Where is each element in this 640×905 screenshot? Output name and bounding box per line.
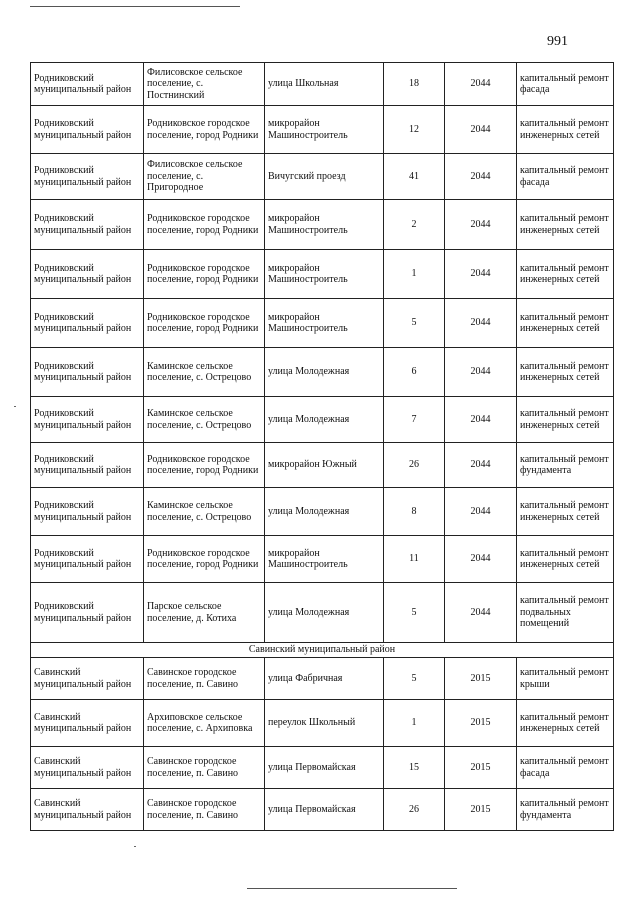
house-number-cell: 1 bbox=[384, 700, 445, 747]
district-cell: Родниковский муниципальный район bbox=[31, 536, 144, 583]
settlement-cell: Архиповское сельское поселение, с. Архиповка bbox=[144, 700, 265, 747]
street-cell: улица Молодежная bbox=[265, 488, 384, 536]
table-row bbox=[31, 658, 614, 700]
section-heading: Савинский муниципальный район bbox=[31, 643, 614, 658]
work-type-cell: капитальный ремонт подвальных помещений bbox=[517, 583, 614, 643]
settlement-cell: Родниковское городское поселение, город Родники bbox=[144, 106, 265, 154]
year-cell: 2044 bbox=[445, 250, 517, 299]
house-number-cell: 6 bbox=[384, 348, 445, 397]
work-type-cell: капитальный ремонт инженерных сетей bbox=[517, 250, 614, 299]
street-cell: микрорайон Машиностроитель bbox=[265, 106, 384, 154]
work-type-cell: капитальный ремонт фасада bbox=[517, 154, 614, 200]
district-cell: Родниковский муниципальный район bbox=[31, 348, 144, 397]
settlement-cell: Родниковское городское поселение, город Родники bbox=[144, 299, 265, 348]
bottom-rule bbox=[247, 888, 457, 889]
settlement-cell: Филисовское сельское поселение, с. Пригородное bbox=[144, 154, 265, 200]
house-number-cell: 2 bbox=[384, 200, 445, 250]
work-type-cell: капитальный ремонт фасада bbox=[517, 63, 614, 106]
house-number-cell: 41 bbox=[384, 154, 445, 200]
table-row bbox=[31, 536, 614, 583]
work-type-cell: капитальный ремонт фундамента bbox=[517, 789, 614, 831]
settlement-cell: Филисовское сельское поселение, с. Постнинский bbox=[144, 63, 265, 106]
settlement-cell: Родниковское городское поселение, город Родники bbox=[144, 443, 265, 488]
house-number-cell: 8 bbox=[384, 488, 445, 536]
year-cell: 2015 bbox=[445, 747, 517, 789]
scan-speck bbox=[134, 846, 136, 847]
district-cell: Савинский муниципальный район bbox=[31, 789, 144, 831]
table-row bbox=[31, 583, 614, 643]
work-type-cell: капитальный ремонт инженерных сетей bbox=[517, 106, 614, 154]
table-row bbox=[31, 700, 614, 747]
district-cell: Савинский муниципальный район bbox=[31, 747, 144, 789]
year-cell: 2015 bbox=[445, 700, 517, 747]
house-number-cell: 7 bbox=[384, 397, 445, 443]
scan-speck bbox=[14, 406, 16, 407]
year-cell: 2015 bbox=[445, 658, 517, 700]
district-cell: Родниковский муниципальный район bbox=[31, 299, 144, 348]
section-heading-row bbox=[31, 643, 614, 658]
table-row bbox=[31, 299, 614, 348]
year-cell: 2044 bbox=[445, 106, 517, 154]
year-cell: 2044 bbox=[445, 397, 517, 443]
district-cell: Родниковский муниципальный район bbox=[31, 583, 144, 643]
table-row bbox=[31, 397, 614, 443]
street-cell: переулок Школьный bbox=[265, 700, 384, 747]
work-type-cell: капитальный ремонт фасада bbox=[517, 747, 614, 789]
table-row bbox=[31, 106, 614, 154]
registry-body bbox=[31, 63, 614, 831]
work-type-cell: капитальный ремонт инженерных сетей bbox=[517, 200, 614, 250]
district-cell: Савинский муниципальный район bbox=[31, 658, 144, 700]
page-number: 991 bbox=[547, 34, 568, 49]
work-type-cell: капитальный ремонт инженерных сетей bbox=[517, 488, 614, 536]
house-number-cell: 11 bbox=[384, 536, 445, 583]
house-number-cell: 15 bbox=[384, 747, 445, 789]
settlement-cell: Савинское городское поселение, п. Савино bbox=[144, 789, 265, 831]
district-cell: Родниковский муниципальный район bbox=[31, 488, 144, 536]
work-type-cell: капитальный ремонт инженерных сетей bbox=[517, 299, 614, 348]
work-type-cell: капитальный ремонт инженерных сетей bbox=[517, 348, 614, 397]
district-cell: Родниковский муниципальный район bbox=[31, 397, 144, 443]
settlement-cell: Савинское городское поселение, п. Савино bbox=[144, 747, 265, 789]
street-cell: Вичугский проезд bbox=[265, 154, 384, 200]
district-cell: Родниковский муниципальный район bbox=[31, 106, 144, 154]
house-number-cell: 5 bbox=[384, 583, 445, 643]
table-row bbox=[31, 348, 614, 397]
table-row bbox=[31, 443, 614, 488]
year-cell: 2044 bbox=[445, 154, 517, 200]
settlement-cell: Родниковское городское поселение, город Родники bbox=[144, 250, 265, 299]
district-cell: Родниковский муниципальный район bbox=[31, 200, 144, 250]
house-number-cell: 18 bbox=[384, 63, 445, 106]
work-type-cell: капитальный ремонт фундамента bbox=[517, 443, 614, 488]
district-cell: Родниковский муниципальный район bbox=[31, 63, 144, 106]
district-cell: Родниковский муниципальный район bbox=[31, 250, 144, 299]
house-number-cell: 1 bbox=[384, 250, 445, 299]
district-cell: Савинский муниципальный район bbox=[31, 700, 144, 747]
house-number-cell: 5 bbox=[384, 299, 445, 348]
year-cell: 2044 bbox=[445, 63, 517, 106]
street-cell: микрорайон Машиностроитель bbox=[265, 250, 384, 299]
work-type-cell: капитальный ремонт крыши bbox=[517, 658, 614, 700]
street-cell: улица Школьная bbox=[265, 63, 384, 106]
street-cell: улица Молодежная bbox=[265, 348, 384, 397]
table-row bbox=[31, 154, 614, 200]
street-cell: микрорайон Южный bbox=[265, 443, 384, 488]
settlement-cell: Каминское сельское поселение, с. Острецово bbox=[144, 488, 265, 536]
street-cell: улица Первомайская bbox=[265, 789, 384, 831]
work-type-cell: капитальный ремонт инженерных сетей bbox=[517, 700, 614, 747]
street-cell: микрорайон Машиностроитель bbox=[265, 536, 384, 583]
settlement-cell: Родниковское городское поселение, город Родники bbox=[144, 200, 265, 250]
street-cell: микрорайон Машиностроитель bbox=[265, 200, 384, 250]
registry-table bbox=[30, 62, 614, 831]
table-row bbox=[31, 747, 614, 789]
year-cell: 2044 bbox=[445, 299, 517, 348]
settlement-cell: Каминское сельское поселение, с. Острецово bbox=[144, 348, 265, 397]
street-cell: улица Первомайская bbox=[265, 747, 384, 789]
settlement-cell: Каминское сельское поселение, с. Острецово bbox=[144, 397, 265, 443]
house-number-cell: 12 bbox=[384, 106, 445, 154]
year-cell: 2044 bbox=[445, 348, 517, 397]
settlement-cell: Родниковское городское поселение, город Родники bbox=[144, 536, 265, 583]
district-cell: Родниковский муниципальный район bbox=[31, 443, 144, 488]
settlement-cell: Парское сельское поселение, д. Котиха bbox=[144, 583, 265, 643]
table-row bbox=[31, 488, 614, 536]
top-rule bbox=[30, 6, 240, 7]
table-row bbox=[31, 63, 614, 106]
table-row bbox=[31, 200, 614, 250]
year-cell: 2044 bbox=[445, 200, 517, 250]
table-row bbox=[31, 789, 614, 831]
street-cell: улица Молодежная bbox=[265, 583, 384, 643]
street-cell: улица Молодежная bbox=[265, 397, 384, 443]
district-cell: Родниковский муниципальный район bbox=[31, 154, 144, 200]
settlement-cell: Савинское городское поселение, п. Савино bbox=[144, 658, 265, 700]
year-cell: 2044 bbox=[445, 488, 517, 536]
year-cell: 2015 bbox=[445, 789, 517, 831]
work-type-cell: капитальный ремонт инженерных сетей bbox=[517, 536, 614, 583]
street-cell: микрорайон Машиностроитель bbox=[265, 299, 384, 348]
year-cell: 2044 bbox=[445, 583, 517, 643]
street-cell: улица Фабричная bbox=[265, 658, 384, 700]
year-cell: 2044 bbox=[445, 443, 517, 488]
house-number-cell: 26 bbox=[384, 789, 445, 831]
year-cell: 2044 bbox=[445, 536, 517, 583]
work-type-cell: капитальный ремонт инженерных сетей bbox=[517, 397, 614, 443]
house-number-cell: 26 bbox=[384, 443, 445, 488]
house-number-cell: 5 bbox=[384, 658, 445, 700]
table-row bbox=[31, 250, 614, 299]
